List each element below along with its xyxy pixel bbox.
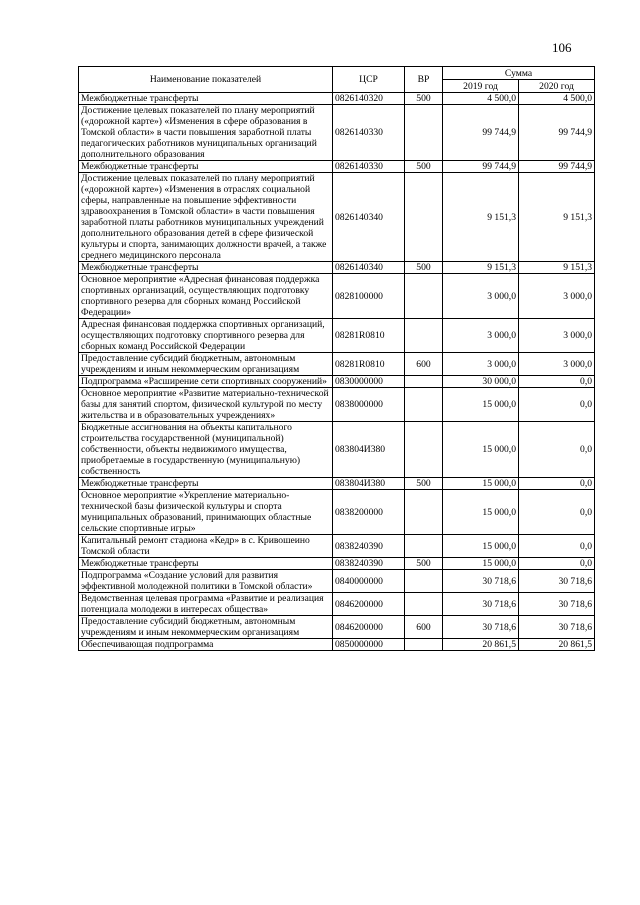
row-vr [405,319,443,353]
row-value-2019: 15 000,0 [443,422,519,478]
row-csr: 0826140340 [333,262,405,274]
row-vr: 500 [405,93,443,105]
row-vr: 600 [405,353,443,376]
row-name: Достижение целевых показателей по плану мероприятий («дорожной карте») «Изменения в отраслях социальной сферы, направленные на повышение эффективности здравоохранения в Томской области» в части повышения заработной платы работников муниципальных учреждений дополнительного образования детей в сфере физической культуры и спорта, занимающих должности врачей, а также среднего медицинского персонала [79,173,333,262]
row-vr [405,639,443,651]
header-csr: ЦСР [333,67,405,93]
table-row [79,570,595,593]
table-body [79,93,595,651]
row-csr: 0826140330 [333,161,405,173]
row-name: Межбюджетные трансферты [79,262,333,274]
row-value-2020: 4 500,0 [519,93,595,105]
row-name: Межбюджетные трансферты [79,161,333,173]
row-value-2020: 3 000,0 [519,353,595,376]
row-vr [405,388,443,422]
row-value-2019: 15 000,0 [443,535,519,558]
row-csr: 0840000000 [333,570,405,593]
row-value-2020: 3 000,0 [519,319,595,353]
table-row [79,173,595,262]
row-csr: 0838240390 [333,558,405,570]
row-csr: 0846200000 [333,616,405,639]
row-value-2019: 15 000,0 [443,478,519,490]
row-name: Основное мероприятие «Развитие материально-технической базы для занятий спортом, физической культурой по месту жительства и в образовательных учреждениях» [79,388,333,422]
row-value-2020: 99 744,9 [519,105,595,161]
row-csr: 0830000000 [333,376,405,388]
row-vr [405,535,443,558]
table-row [79,478,595,490]
row-name: Межбюджетные трансферты [79,478,333,490]
row-value-2020: 0,0 [519,490,595,535]
table-row [79,593,595,616]
row-name: Предоставление субсидий бюджетным, автономным учреждениям и иным некоммерческим организациям [79,353,333,376]
row-csr: 0826140320 [333,93,405,105]
row-csr: 083804И380 [333,478,405,490]
row-value-2020: 9 151,3 [519,262,595,274]
row-value-2020: 30 718,6 [519,616,595,639]
row-csr: 0838000000 [333,388,405,422]
row-value-2019: 15 000,0 [443,388,519,422]
row-value-2020: 0,0 [519,478,595,490]
page-number: 106 [552,40,572,55]
table-row [79,490,595,535]
header-vr: ВР [405,67,443,93]
row-vr [405,422,443,478]
row-name: Обеспечивающая подпрограмма [79,639,333,651]
budget-table [78,66,595,651]
row-name: Подпрограмма «Создание условий для развития эффективной молодежной политики в Томской области» [79,570,333,593]
row-vr [405,490,443,535]
row-name: Ведомственная целевая программа «Развитие и реализация потенциала молодежи в интересах общества» [79,593,333,616]
table-row [79,388,595,422]
table-row [79,639,595,651]
row-value-2020: 3 000,0 [519,274,595,319]
header-sum: Сумма [443,67,595,80]
row-name: Предоставление субсидий бюджетным, автономным учреждениям и иным некоммерческим организациям [79,616,333,639]
row-name: Межбюджетные трансферты [79,558,333,570]
row-name: Бюджетные ассигнования на объекты капитального строительства государственной (муниципальной) собственности, объекты недвижимого имущества, приобретаемые в государственную (муниципальную) собственность [79,422,333,478]
row-csr: 083804И380 [333,422,405,478]
row-value-2019: 30 000,0 [443,376,519,388]
row-name: Межбюджетные трансферты [79,93,333,105]
table-row [79,262,595,274]
row-csr: 0838240390 [333,535,405,558]
row-value-2019: 15 000,0 [443,490,519,535]
table-row [79,105,595,161]
row-csr: 0850000000 [333,639,405,651]
row-value-2019: 30 718,6 [443,616,519,639]
row-vr [405,105,443,161]
row-name: Подпрограмма «Расширение сети спортивных сооружений» [79,376,333,388]
table-row [79,558,595,570]
row-csr: 08281R0810 [333,353,405,376]
row-value-2019: 99 744,9 [443,161,519,173]
row-name: Капитальный ремонт стадиона «Кедр» в с. Кривошеино Томской области [79,535,333,558]
table-row [79,353,595,376]
row-value-2020: 0,0 [519,388,595,422]
table-row [79,274,595,319]
row-vr: 500 [405,478,443,490]
table-row [79,376,595,388]
row-vr: 500 [405,262,443,274]
row-value-2019: 20 861,5 [443,639,519,651]
row-name: Адресная финансовая поддержка спортивных организаций, осуществляющих подготовку спортивного резерва для сборных команд Российской Федерации [79,319,333,353]
row-vr: 600 [405,616,443,639]
row-value-2019: 15 000,0 [443,558,519,570]
row-value-2020: 9 151,3 [519,173,595,262]
row-value-2020: 0,0 [519,535,595,558]
row-value-2020: 0,0 [519,376,595,388]
row-csr: 0826140340 [333,173,405,262]
table-row [79,422,595,478]
table-row [79,616,595,639]
row-value-2020: 0,0 [519,558,595,570]
row-csr: 0838200000 [333,490,405,535]
row-value-2019: 3 000,0 [443,319,519,353]
row-value-2019: 99 744,9 [443,105,519,161]
row-name: Основное мероприятие «Адресная финансовая поддержка спортивных организаций, осуществляющих подготовку спортивного резерва для сборных команд Российской Федерации» [79,274,333,319]
row-csr: 08281R0810 [333,319,405,353]
row-name: Достижение целевых показателей по плану мероприятий («дорожной карте») «Изменения в сфере образования в Томской области» в части повышения заработной платы педагогических работников муниципальных организаций дополнительного образования [79,105,333,161]
row-csr: 0846200000 [333,593,405,616]
header-2020: 2020 год [519,80,595,93]
row-csr: 0826140330 [333,105,405,161]
row-value-2020: 20 861,5 [519,639,595,651]
row-value-2019: 9 151,3 [443,262,519,274]
row-vr [405,570,443,593]
table-row [79,93,595,105]
row-value-2019: 3 000,0 [443,353,519,376]
row-vr [405,593,443,616]
row-csr: 0828100000 [333,274,405,319]
row-value-2019: 4 500,0 [443,93,519,105]
row-vr [405,376,443,388]
row-vr [405,173,443,262]
row-value-2019: 30 718,6 [443,593,519,616]
row-vr [405,274,443,319]
row-value-2019: 9 151,3 [443,173,519,262]
header-name: Наименование показателей [79,67,333,93]
row-value-2020: 30 718,6 [519,593,595,616]
row-value-2020: 0,0 [519,422,595,478]
row-value-2020: 99 744,9 [519,161,595,173]
table-row [79,535,595,558]
table-row [79,161,595,173]
table-row [79,319,595,353]
row-vr: 500 [405,161,443,173]
row-value-2019: 30 718,6 [443,570,519,593]
row-name: Основное мероприятие «Укрепление материально-технической базы физической культуры и спорта муниципальных образований, принимающих областные сельские спортивные игры» [79,490,333,535]
row-vr: 500 [405,558,443,570]
header-2019: 2019 год [443,80,519,93]
row-value-2019: 3 000,0 [443,274,519,319]
row-value-2020: 30 718,6 [519,570,595,593]
